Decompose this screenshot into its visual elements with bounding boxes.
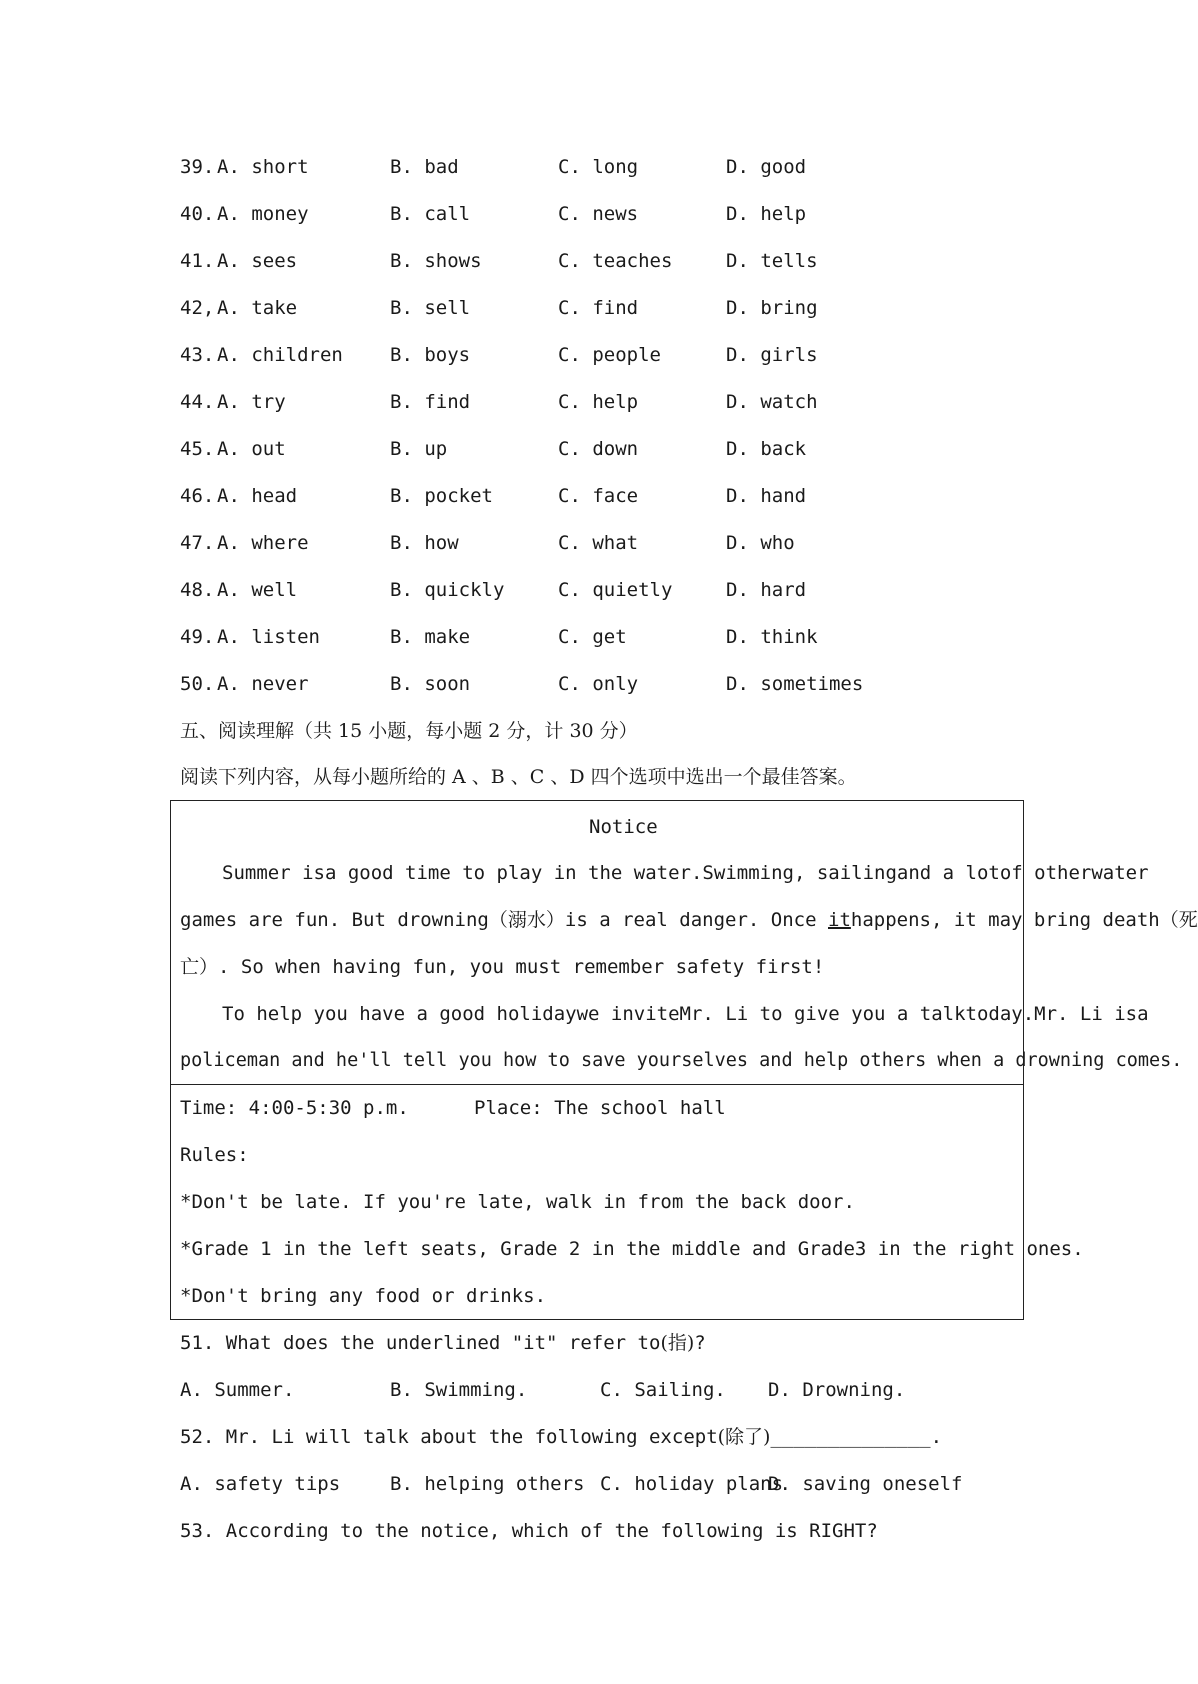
text: games are fun. But drowning <box>180 909 489 931</box>
option-c: C. down <box>558 438 639 460</box>
question-number: 40. <box>180 203 215 225</box>
option-b: B. boys <box>390 344 471 366</box>
option-a: A. take <box>217 297 298 319</box>
notice-box-top <box>170 800 1024 1085</box>
notice-p1-line2 <box>180 911 1198 930</box>
notice-p2-line1: To help you have a good holidaywe inviteMr. Li to give you a talktoday.Mr. Li isa <box>222 1003 1149 1025</box>
notice-rule-1: *Don't be late. If you're late, walk in from the back door. <box>180 1191 855 1213</box>
option-d: D. sometimes <box>726 673 864 695</box>
question-number: 42, <box>180 297 215 319</box>
option-a: A. short <box>217 156 309 178</box>
gloss: 亡） <box>180 956 219 978</box>
cloze-option-row <box>180 346 1080 370</box>
question-51-options <box>180 1381 1080 1405</box>
option-a: A. money <box>217 203 309 225</box>
option-a: A. Summer. <box>180 1379 295 1401</box>
option-b: B. find <box>390 391 471 413</box>
option-c: C. face <box>558 485 639 507</box>
cloze-option-row <box>180 581 1080 605</box>
question-51-stem <box>180 1334 706 1353</box>
option-b: B. sell <box>390 297 471 319</box>
option-c: C. long <box>558 156 639 178</box>
gloss: （死 <box>1159 909 1198 931</box>
option-c: C. people <box>558 344 661 366</box>
option-b: B. Swimming. <box>390 1379 528 1401</box>
option-a: A. listen <box>217 626 320 648</box>
option-b: B. call <box>390 203 471 225</box>
option-a: A. well <box>217 579 298 601</box>
option-b: B. soon <box>390 673 471 695</box>
cloze-option-row <box>180 393 1080 417</box>
option-b: B. helping others <box>390 1473 585 1495</box>
question-number: 41. <box>180 250 215 272</box>
option-d: D. girls <box>726 344 818 366</box>
gloss: (除了) <box>717 1426 771 1448</box>
cloze-option-row <box>180 299 1080 323</box>
notice-place: Place: The school hall <box>474 1097 726 1119</box>
option-a: A. never <box>217 673 309 695</box>
option-c: C. teaches <box>558 250 673 272</box>
section-heading: 五、阅读理解（共 15 小题，每小题 2 分，计 30 分） <box>180 720 638 742</box>
notice-title: Notice <box>589 816 658 838</box>
gloss: （溺水） <box>488 909 565 931</box>
option-c: C. get <box>558 626 627 648</box>
text: 52. Mr. Li will talk about the following except <box>180 1426 718 1448</box>
option-d: D. think <box>726 626 818 648</box>
notice-rule-2: *Grade 1 in the left seats, Grade 2 in the middle and Grade3 in the right ones. <box>180 1238 1084 1260</box>
notice-time: Time: 4:00-5:30 p.m. <box>180 1097 409 1119</box>
question-number: 44. <box>180 391 215 413</box>
option-d: D. Drowning. <box>768 1379 906 1401</box>
notice-rules-label: Rules: <box>180 1144 249 1166</box>
option-c: C. help <box>558 391 639 413</box>
option-c: C. holiday plans <box>600 1473 784 1495</box>
text: happens, it may bring death <box>850 909 1160 931</box>
option-d: D. back <box>726 438 807 460</box>
notice-rule-3: *Don't bring any food or drinks. <box>180 1285 547 1307</box>
option-b: B. bad <box>390 156 459 178</box>
cloze-option-row <box>180 205 1080 229</box>
notice-p1-line3 <box>180 958 824 977</box>
option-d: D. who <box>726 532 795 554</box>
option-b: B. how <box>390 532 459 554</box>
option-b: B. shows <box>390 250 482 272</box>
option-b: B. up <box>390 438 448 460</box>
gloss: (指) <box>660 1332 695 1354</box>
question-number: 50. <box>180 673 215 695</box>
option-a: A. where <box>217 532 309 554</box>
option-a: A. head <box>217 485 298 507</box>
notice-p1-line1: Summer isa good time to play in the water.Swimming, sailingand a lotof otherwater <box>222 862 1149 884</box>
text: . So when having fun, you must remember safety first! <box>218 956 825 978</box>
cloze-option-row <box>180 252 1080 276</box>
option-d: D. hand <box>726 485 807 507</box>
option-c: C. what <box>558 532 639 554</box>
cloze-option-row <box>180 487 1080 511</box>
option-a: A. safety tips <box>180 1473 341 1495</box>
question-number: 48. <box>180 579 215 601</box>
option-a: A. sees <box>217 250 298 272</box>
option-b: B. quickly <box>390 579 505 601</box>
option-a: A. try <box>217 391 286 413</box>
option-b: B. pocket <box>390 485 493 507</box>
option-d: D. saving oneself <box>768 1473 963 1495</box>
question-number: 43. <box>180 344 215 366</box>
question-52-options <box>180 1475 1080 1499</box>
option-d: D. watch <box>726 391 818 413</box>
option-a: A. out <box>217 438 286 460</box>
underlined-it: it <box>828 909 851 931</box>
option-c: C. news <box>558 203 639 225</box>
cloze-option-row <box>180 628 1080 652</box>
option-c: C. Sailing. <box>600 1379 726 1401</box>
option-d: D. help <box>726 203 807 225</box>
cloze-option-row <box>180 675 1080 699</box>
question-number: 39. <box>180 156 215 178</box>
cloze-option-row <box>180 440 1080 464</box>
notice-p2-line2: policeman and he'll tell you how to save yourselves and help others when a drowning comes. <box>180 1050 1183 1071</box>
question-53-stem: 53. According to the notice, which of the following is RIGHT? <box>180 1520 878 1542</box>
question-52-stem <box>180 1428 942 1447</box>
question-number: 49. <box>180 626 215 648</box>
option-d: D. good <box>726 156 807 178</box>
option-a: A. children <box>217 344 343 366</box>
text: is a real danger. Once <box>564 909 817 931</box>
text: ______________. <box>770 1426 943 1448</box>
option-c: C. quietly <box>558 579 673 601</box>
option-b: B. make <box>390 626 471 648</box>
section-instruction: 阅读下列内容，从每小题所给的 A 、B 、C 、D 四个选项中选出一个最佳答案。 <box>180 766 857 788</box>
option-c: C. only <box>558 673 639 695</box>
question-number: 47. <box>180 532 215 554</box>
question-number: 46. <box>180 485 215 507</box>
option-d: D. tells <box>726 250 818 272</box>
cloze-option-row <box>180 158 1080 182</box>
question-number: 45. <box>180 438 215 460</box>
cloze-option-row <box>180 534 1080 558</box>
option-d: D. bring <box>726 297 818 319</box>
text: 51. What does the underlined "it" refer to <box>180 1332 661 1354</box>
option-d: D. hard <box>726 579 807 601</box>
option-c: C. find <box>558 297 639 319</box>
text: ? <box>694 1332 706 1354</box>
